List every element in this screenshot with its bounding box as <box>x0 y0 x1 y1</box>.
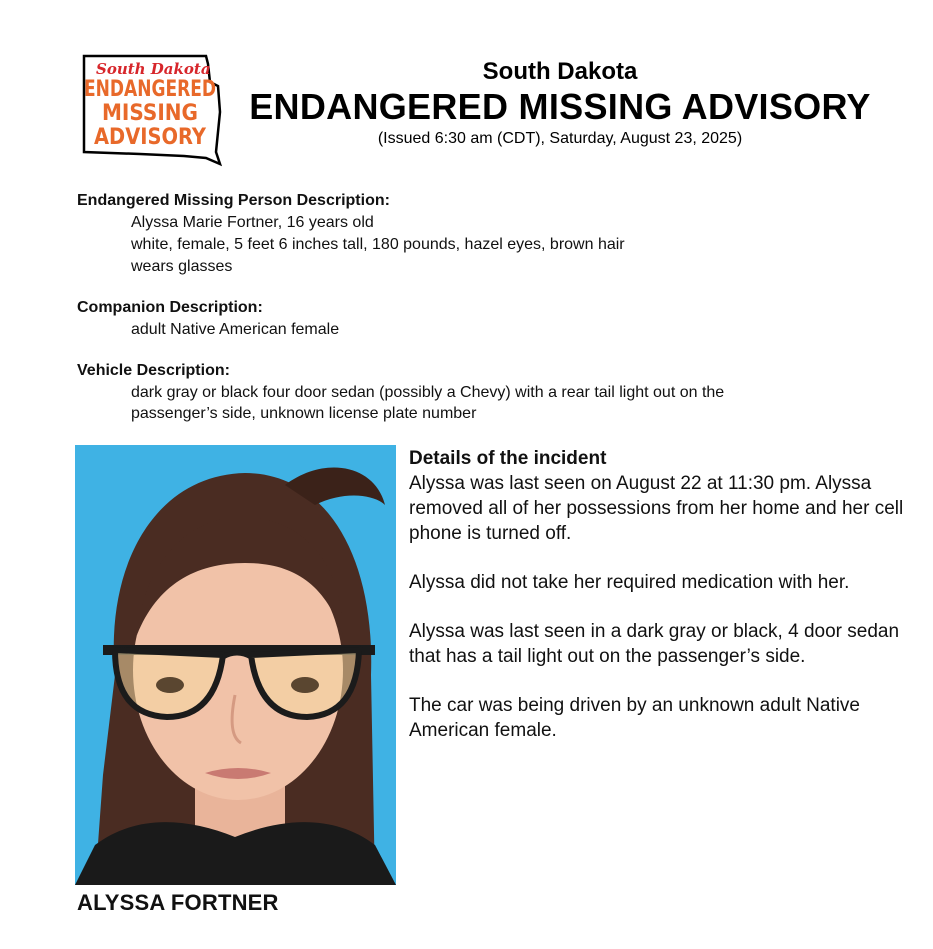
logo-script-text: South Dakota <box>96 60 211 78</box>
photo-caption: ALYSSA FORTNER <box>77 890 279 915</box>
vehicle-description-line: dark gray or black four door sedan (possibly a Chevy) with a rear tail light out on the <box>131 384 725 401</box>
issued-timestamp: (Issued 6:30 am (CDT), Saturday, August 23, 2025) <box>377 130 743 147</box>
companion-description-line: adult Native American female <box>131 321 340 338</box>
incident-paragraph: Alyssa was last seen in a dark gray or black, 4 door sedan that has a tail light out on the passenger’s side. <box>409 621 900 667</box>
logo-line-advisory: ADVISORY <box>94 125 207 150</box>
logo-line-missing: MISSING <box>102 101 198 126</box>
sd-advisory-logo <box>80 52 228 168</box>
incident-paragraph: Alyssa did not take her required medication with her. <box>409 572 850 593</box>
incident-details <box>409 446 909 743</box>
logo-line-endangered: ENDANGERED <box>84 77 216 102</box>
person-description-line: Alyssa Marie Fortner, 16 years old <box>131 214 374 231</box>
missing-person-photo <box>75 445 396 885</box>
vehicle-description-heading: Vehicle Description: <box>77 362 230 379</box>
south-dakota-state-outline-icon <box>80 52 228 168</box>
incident-paragraph: Alyssa was last seen on August 22 at 11:30 pm. Alyssa removed all of her possessions from her home and her cell phone is turned off. <box>409 473 904 544</box>
person-description-line: white, female, 5 feet 6 inches tall, 180 pounds, hazel eyes, brown hair <box>131 236 625 253</box>
header-state: South Dakota <box>482 58 638 85</box>
person-description-heading: Endangered Missing Person Description: <box>77 192 390 209</box>
vehicle-description-line: passenger’s side, unknown license plate number <box>131 405 477 422</box>
incident-paragraph: The car was being driven by an unknown adult Native American female. <box>409 695 860 741</box>
person-description-line: wears glasses <box>131 258 233 275</box>
incident-heading: Details of the incident <box>409 448 607 469</box>
companion-description-heading: Companion Description: <box>77 299 263 316</box>
page-title: ENDANGERED MISSING ADVISORY <box>249 86 871 127</box>
